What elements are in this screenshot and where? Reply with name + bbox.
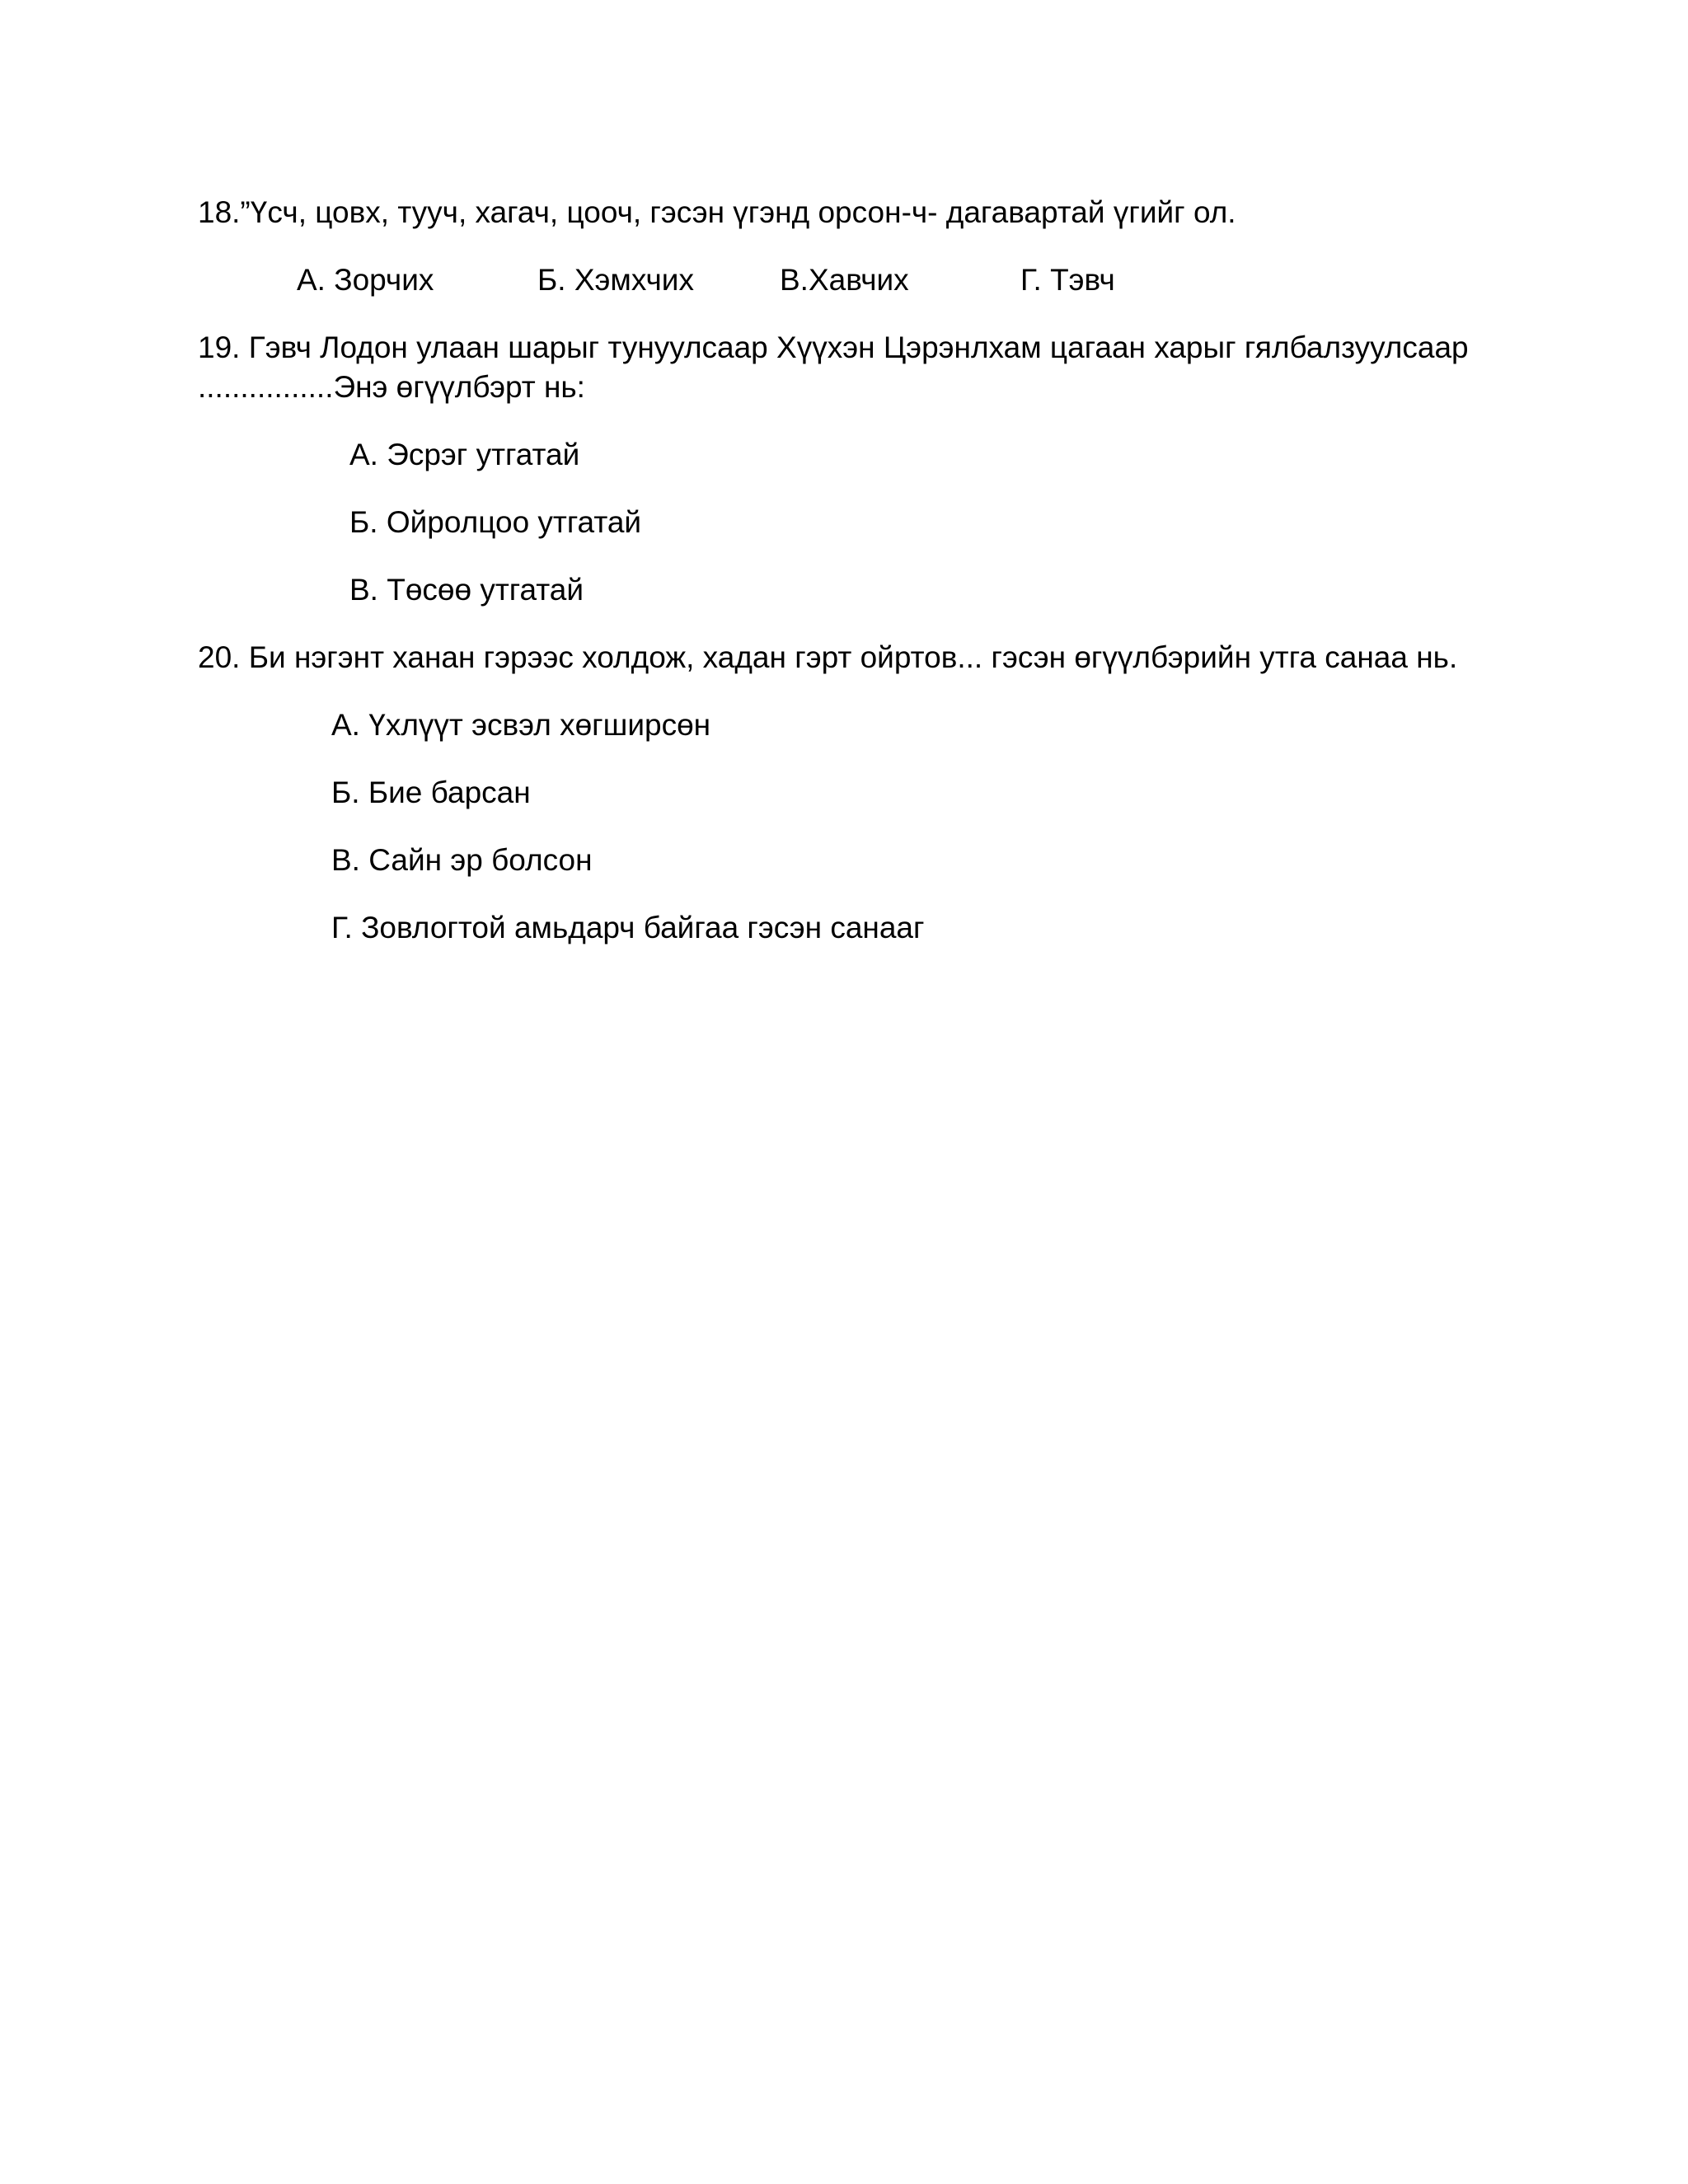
question-19-option-c: В. Төсөө утгатай (349, 573, 584, 607)
question-19-text-line2: ................Энэ өгүүлбэрт нь: (198, 370, 585, 404)
question-20-option-a: А. Үхлүүт эсвэл хөгширсөн (331, 708, 711, 742)
question-19-option-a: А. Эсрэг утгатай (349, 438, 580, 471)
question-18-option-b: Б. Хэмхчих (537, 263, 694, 297)
question-18-option-a: А. Зорчих (297, 263, 434, 297)
question-18-option-d: Г. Тэвч (1020, 263, 1115, 297)
question-18-text: 18.”Үсч, цовх, тууч, хагач, цооч, гэсэн үгэнд орсон-ч- дагавартай үгийг ол. (198, 195, 1236, 229)
question-20-option-b: Б. Бие барсан (331, 776, 531, 809)
question-19-option-b: Б. Ойролцоо утгатай (349, 505, 642, 539)
question-20-option-d: Г. Зовлогтой амьдарч байгаа гэсэн санааг (331, 911, 925, 944)
question-20-option-c: В. Сайн эр болсон (331, 843, 593, 877)
question-18-option-c: В.Хавчих (780, 263, 909, 297)
question-20-text: 20. Би нэгэнт ханан гэрээс холдож, хадан гэрт ойртов... гэсэн өгүүлбэрийн утга санаа нь. (198, 640, 1458, 674)
question-19-text-line1: 19. Гэвч Лодон улаан шарыг тунуулсаар Хүүхэн Цэрэнлхам цагаан харыг гялбалзуулсаар (198, 330, 1469, 364)
